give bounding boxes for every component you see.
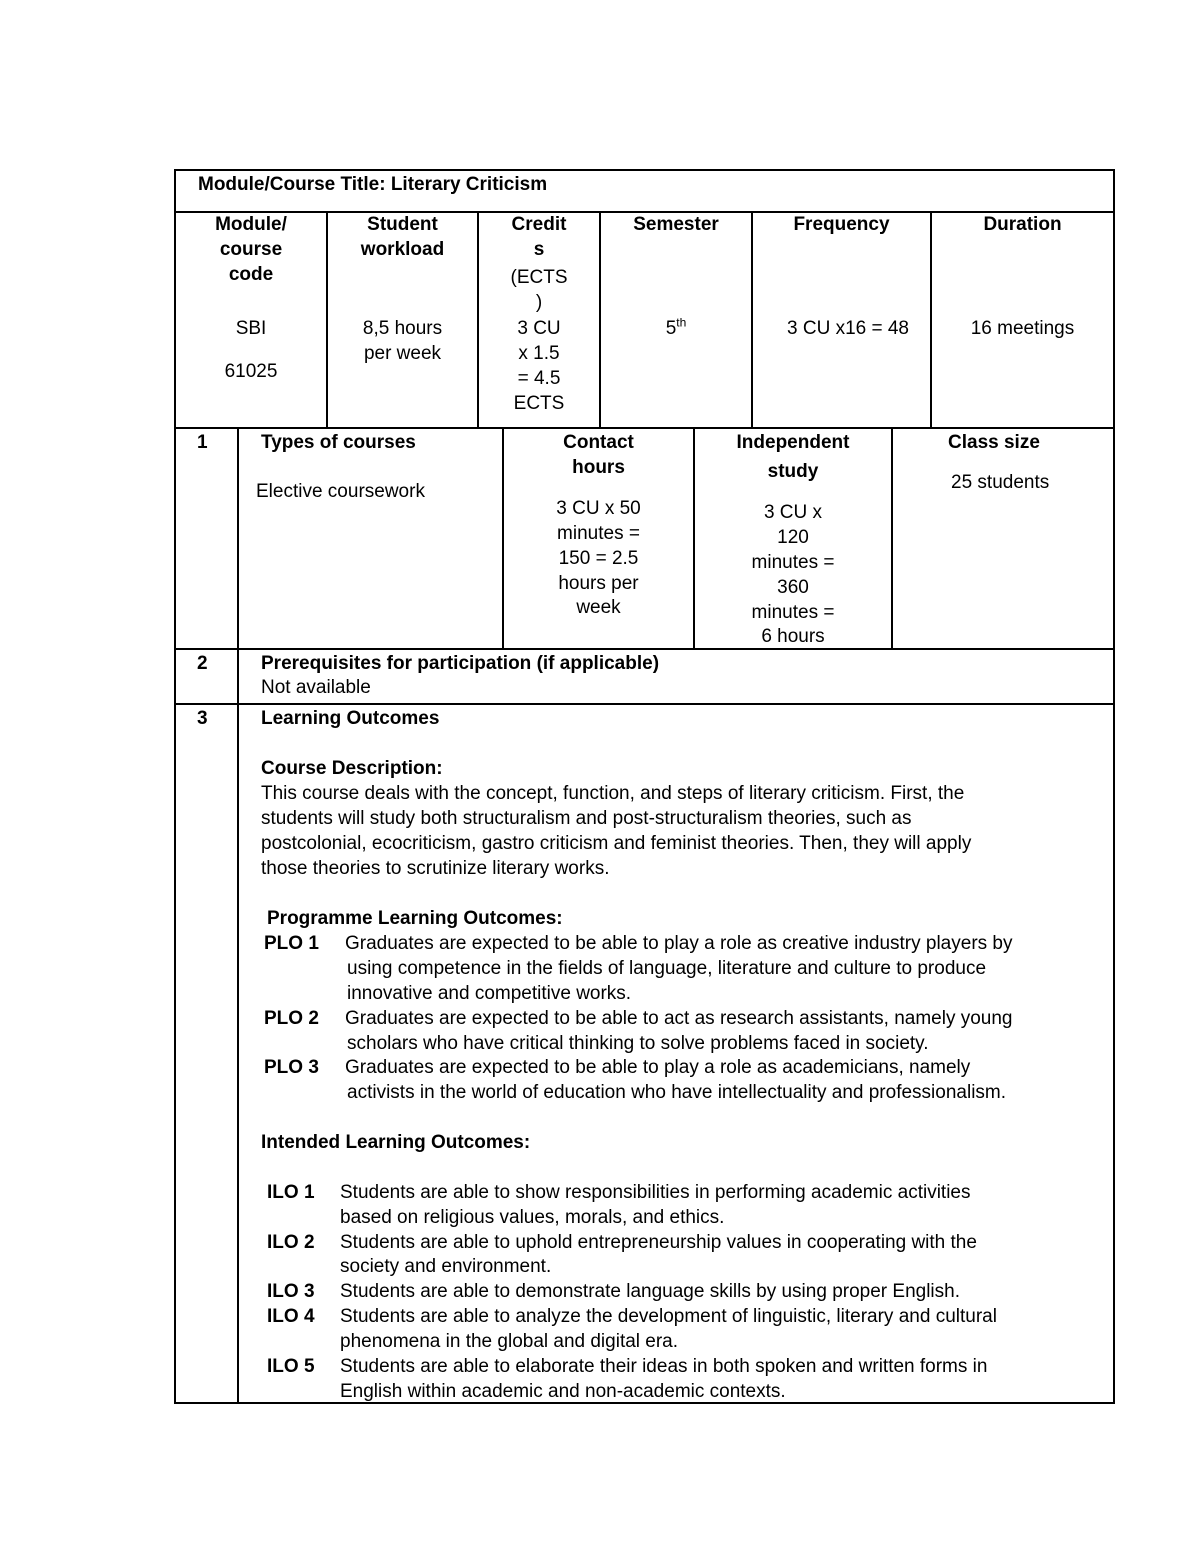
- workload-header-line-2: workload: [360, 239, 445, 260]
- ilo-code: ILO 1: [267, 1182, 315, 1203]
- independent-study-value-line-4: 360: [777, 577, 809, 598]
- code-header-line-1: Module/: [215, 214, 287, 235]
- contact-hours-heading-line-2: hours: [572, 457, 625, 478]
- duration-header: Duration: [983, 214, 1062, 235]
- plo-code: PLO 3: [264, 1057, 319, 1078]
- workload-value-line-2: per week: [363, 343, 442, 364]
- independent-study-value-line-5: minutes =: [751, 602, 835, 623]
- ilo-code: ILO 2: [267, 1232, 315, 1253]
- prerequisites-value: Not available: [261, 677, 371, 698]
- frequency-value: 3 CU x16 = 48: [787, 318, 909, 339]
- code-header-line-3: code: [228, 264, 274, 285]
- independent-study-value-line-2: 120: [777, 527, 809, 548]
- plo-heading: Programme Learning Outcomes:: [267, 908, 563, 929]
- types-of-courses-heading: Types of courses: [261, 432, 416, 453]
- ilo-code: ILO 4: [267, 1306, 315, 1327]
- ilo-code: ILO 3: [267, 1281, 315, 1302]
- course-title: Module/Course Title: Literary Criticism: [198, 174, 548, 195]
- code-value-line-2: 61025: [224, 361, 278, 382]
- ilo-code: ILO 5: [267, 1356, 315, 1377]
- learning-outcomes-heading: Learning Outcomes: [261, 708, 440, 729]
- plo-text-line: using competence in the fields of language, literature and culture to produce: [347, 958, 987, 979]
- row1-col-sep-3: [891, 427, 893, 650]
- credits-header-line-1: Credit: [511, 214, 567, 235]
- table-border-right: [1113, 169, 1115, 1404]
- credits-header-line-3: (ECTS: [510, 267, 568, 288]
- row1-bottom: [174, 648, 1115, 650]
- contact-hours-value-line-1: 3 CU x 50: [556, 498, 641, 519]
- code-header-line-2: course: [219, 239, 283, 260]
- independent-study-heading-line-2: study: [767, 461, 819, 482]
- ilo-text-line: Students are able to show responsibilities in performing academic activities: [340, 1182, 971, 1203]
- prerequisites-heading: Prerequisites for participation (if applicable): [261, 653, 660, 674]
- ilo-text-line: phenomena in the global and digital era.: [340, 1331, 679, 1352]
- ilo-text-line: Students are able to uphold entrepreneurship values in cooperating with the: [340, 1232, 977, 1253]
- plo-code: PLO 1: [264, 933, 319, 954]
- workload-value-line-1: 8,5 hours: [362, 318, 443, 339]
- independent-study-value-line-1: 3 CU x: [763, 502, 823, 523]
- plo-text-line: innovative and competitive works.: [347, 983, 632, 1004]
- plo-text-line: Graduates are expected to be able to play a role as creative industry players by: [345, 933, 1013, 954]
- credits-header-line-4: ): [535, 292, 543, 313]
- info-row-bottom: [174, 427, 1115, 429]
- plo-text-line: Graduates are expected to be able to act as research assistants, namely young: [345, 1008, 1013, 1029]
- independent-study-value-line-3: minutes =: [751, 552, 835, 573]
- credits-value-line-3: = 4.5: [517, 368, 561, 389]
- independent-study-heading-line-1: Independent: [736, 432, 850, 453]
- plo-text-line: activists in the world of education who have intellectuality and professionalism.: [347, 1082, 1007, 1103]
- course-description-line: those theories to scrutinize literary works.: [261, 858, 610, 879]
- contact-hours-value-line-2: minutes =: [557, 523, 640, 544]
- ilo-text-line: Students are able to demonstrate language skills by using proper English.: [340, 1281, 960, 1302]
- credits-value-line-4: ECTS: [513, 393, 565, 414]
- course-description-line: students will study both structuralism and post-structuralism theories, such as: [261, 808, 912, 829]
- independent-study-value-line-6: 6 hours: [761, 626, 825, 647]
- ilo-text-line: based on religious values, morals, and ethics.: [340, 1207, 725, 1228]
- types-of-courses-value: Elective coursework: [256, 481, 425, 502]
- ilo-text-line: society and environment.: [340, 1256, 552, 1277]
- number-col-sep: [237, 427, 239, 1404]
- contact-hours-value-line-3: 150 = 2.5: [558, 548, 639, 569]
- plo-text-line: scholars who have critical thinking to solve problems faced in society.: [347, 1033, 929, 1054]
- credits-header-line-2: s: [533, 239, 545, 260]
- course-description-line: This course deals with the concept, function, and steps of literary criticism. First, the: [261, 783, 965, 804]
- credits-value-line-2: x 1.5: [518, 343, 560, 364]
- row3-number: 3: [197, 708, 208, 729]
- row2-number: 2: [197, 653, 208, 674]
- semester-value: [601, 316, 751, 341]
- table-border-left: [174, 169, 176, 1404]
- frequency-header: Frequency: [793, 214, 890, 235]
- semester-number: 5: [665, 318, 677, 339]
- row1-number: 1: [197, 432, 208, 453]
- row2-bottom: [174, 703, 1115, 705]
- workload-header-line-1: Student: [367, 214, 438, 235]
- contact-hours-heading-line-1: Contact: [563, 432, 634, 453]
- course-description-line: postcolonial, ecocriticism, gastro criticism and feminist theories. Then, they will apply: [261, 833, 972, 854]
- course-description-heading: Course Description:: [261, 758, 443, 779]
- ilo-text-line: Students are able to elaborate their ideas in both spoken and written forms in: [340, 1356, 988, 1377]
- table-border-top: [174, 169, 1115, 171]
- contact-hours-value-line-5: week: [576, 597, 621, 618]
- class-size-value: 25 students: [951, 472, 1050, 493]
- credits-value-line-1: 3 CU: [517, 318, 561, 339]
- contact-hours-value-line-4: hours per: [558, 573, 639, 594]
- ilo-heading: Intended Learning Outcomes:: [261, 1132, 531, 1153]
- semester-suffix: th: [676, 315, 687, 330]
- class-size-heading: Class size: [948, 432, 1040, 453]
- semester-header: Semester: [633, 214, 719, 235]
- plo-code: PLO 2: [264, 1008, 319, 1029]
- code-value-line-1: SBI: [235, 318, 267, 339]
- ilo-text-line: Students are able to analyze the development of linguistic, literary and cultural: [340, 1306, 997, 1327]
- plo-text-line: Graduates are expected to be able to play a role as academicians, namely: [345, 1057, 971, 1078]
- duration-value: 16 meetings: [970, 318, 1075, 339]
- ilo-text-line: English within academic and non-academic contexts.: [340, 1381, 786, 1402]
